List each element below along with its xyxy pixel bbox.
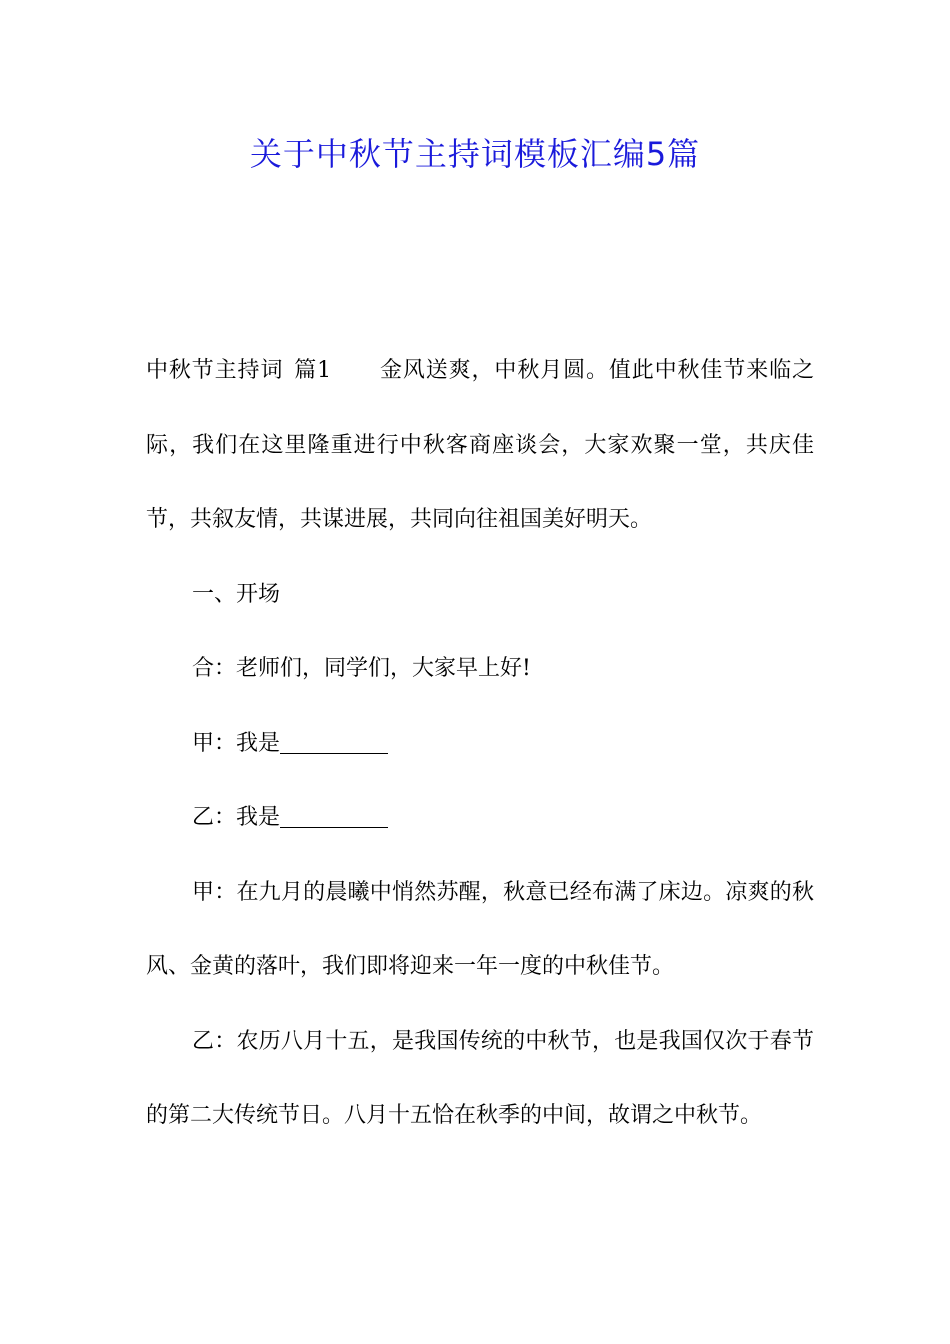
intro-paragraph — [146, 334, 814, 558]
yi-intro-text: 乙：我是 — [192, 805, 281, 830]
part-one-heading: 一、开场 — [192, 581, 281, 607]
section-number: 篇1 — [293, 358, 332, 383]
section-heading: 中秋节主持词 — [146, 358, 284, 383]
jia-speech-paragraph: 甲：在九月的晨曦中悄然苏醒，秋意已经布满了床边。凉爽的秋风、金黄的落叶，我们即将迎来一年一度的中秋佳节。 — [146, 879, 814, 979]
jia-intro-line — [146, 707, 814, 782]
intro-text: 金风送爽，中秋月圆。值此中秋佳节来临之际，我们在这里隆重进行中秋客商座谈会，大家欢聚一堂，共庆佳节，共叙友情，共谋进展，共同向往祖国美好明天。 — [146, 358, 814, 532]
jia-intro-text: 甲：我是 — [192, 730, 281, 756]
name-blank — [280, 731, 388, 754]
he-line: 合：老师们，同学们，大家早上好! — [192, 656, 531, 681]
name-blank — [280, 805, 388, 828]
document-title: 关于中秋节主持词模板汇编5篇 — [249, 135, 701, 173]
yi-speech-paragraph: 乙：农历八月十五，是我国传统的中秋节，也是我国仅次于春节的第二大传统节日。八月十五恰在秋季的中间，故谓之中秋节。 — [146, 1028, 814, 1128]
document-body — [146, 334, 814, 1154]
yi-intro-line — [146, 781, 814, 856]
